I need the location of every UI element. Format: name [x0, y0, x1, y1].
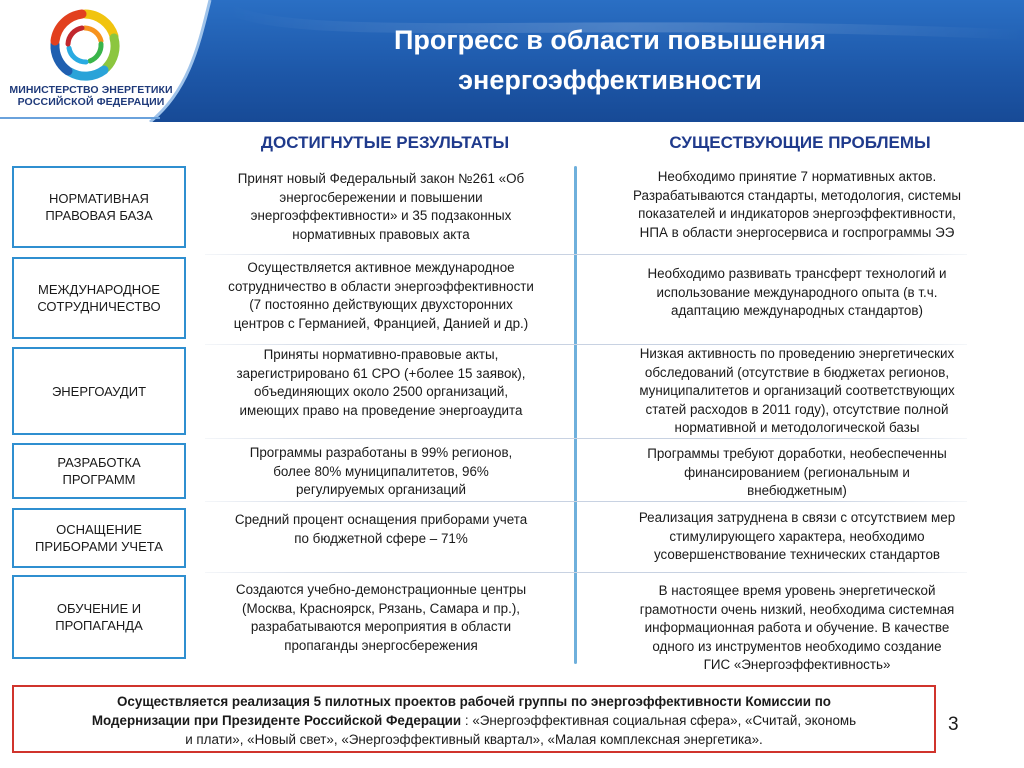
- row-separator: [205, 438, 967, 439]
- text-line: усовершенствование технических стандартов: [653, 547, 941, 563]
- category-label-line: СОТРУДНИЧЕСТВО: [37, 299, 161, 314]
- problem-legal-base: [588, 168, 1006, 242]
- footer-bold-line1: Осуществляется реализация 5 пилотных проектов рабочей группы по энергоэффективности Комиссии по: [117, 694, 831, 709]
- problem-programs: [588, 445, 1006, 501]
- text-line: имеющих право на проведение энергоаудита: [239, 402, 523, 418]
- result-metering: [196, 511, 566, 548]
- text-line: Необходимо принятие 7 нормативных актов.: [657, 169, 937, 184]
- category-label-line: ПРИБОРАМИ УЧЕТА: [35, 539, 163, 554]
- text-line: НПА в области энергосервиса и госпрограммы ЭЭ: [639, 224, 955, 240]
- text-line: стимулирующего характера, необходимо: [669, 528, 925, 544]
- row-separator: [205, 254, 967, 255]
- text-line: внебюджетным): [747, 483, 847, 499]
- text-line: ГИС «Энергоэффективность»: [703, 657, 891, 673]
- problem-energy-audit: [588, 345, 1006, 438]
- text-line: энергоэффективности» и 35 подзаконных: [250, 208, 512, 224]
- text-line: использование международного опыта (в т.ч.: [656, 284, 938, 300]
- problem-education: [588, 582, 1006, 675]
- text-line: Программы требуют доработки, необеспеченны: [647, 446, 947, 461]
- text-line: сотрудничество в области энергоэффективности: [228, 278, 534, 294]
- text-line: Разрабатываются стандарты, методология, системы: [633, 187, 961, 203]
- row-separator: [205, 501, 967, 502]
- category-label-line: МЕЖДУНАРОДНОЕ: [38, 282, 160, 297]
- text-line: (7 постоянно действующих двухсторонних: [249, 297, 513, 313]
- text-line: более 80% муниципалитетов, 96%: [273, 463, 489, 479]
- category-label-line: ОБУЧЕНИЕ И: [56, 601, 142, 616]
- category-label-line: ПРОГРАММ: [62, 472, 136, 487]
- text-line: Реализация затруднена в связи с отсутствием мер: [638, 510, 956, 525]
- page-title: [240, 20, 980, 100]
- text-line: Программы разработаны в 99% регионов,: [249, 445, 513, 460]
- category-label-line: НОРМАТИВНАЯ: [49, 191, 149, 206]
- text-line: информационная работа и обучение. В качестве: [644, 620, 950, 636]
- text-line: показателей и индикаторов энергоэффективности,: [638, 206, 956, 222]
- text-line: (Москва, Красноярск, Рязань, Самара и пр.),: [241, 600, 520, 616]
- category-label-line: ПРОПАГАНДА: [55, 618, 143, 633]
- ministry-name: [6, 84, 176, 108]
- text-line: центров с Германией, Францией, Данией и др.): [233, 315, 529, 331]
- footer-bold-line2: Модернизации при Президенте Российской Федерации: [91, 713, 462, 728]
- page-number: 3: [948, 714, 959, 735]
- text-line: объединяющих около 2500 организаций,: [253, 384, 509, 400]
- page-title-line2: энергоэффективности: [458, 65, 762, 95]
- category-legal-base: [12, 166, 186, 248]
- category-label-line: ОСНАЩЕНИЕ: [56, 522, 142, 537]
- text-line: Низкая активность по проведению энергетических: [639, 346, 955, 361]
- result-energy-audit: [196, 346, 566, 420]
- text-line: адаптацию международных стандартов): [671, 303, 923, 319]
- footer-projects-list: : «Энергоэффективная социальная сфера», «Считай, экономь: [461, 713, 857, 728]
- column-divider: [574, 166, 577, 664]
- page-title-line1: Прогресс в области повышения: [393, 25, 827, 55]
- results-heading: ДОСТИГНУТЫЕ РЕЗУЛЬТАТЫ: [260, 133, 510, 152]
- category-programs: [12, 443, 186, 499]
- text-line: Создаются учебно-демонстрационные центры: [235, 582, 527, 597]
- category-label-line: ЭНЕРГОАУДИТ: [51, 383, 147, 399]
- pilot-projects-box: [12, 685, 936, 753]
- text-line: обследований (отсутствие в бюджетах регионов,: [644, 364, 950, 380]
- ministry-logo: [48, 8, 122, 82]
- text-line: муниципалитетов и организаций соответствующих: [639, 383, 955, 399]
- text-line: Приняты нормативно-правовые акты,: [263, 347, 499, 362]
- result-programs: [196, 444, 566, 500]
- result-education: [196, 581, 566, 655]
- footer-projects-list-cont: и плати», «Новый свет», «Энергоэффективный квартал», «Малая комплексная энергетика».: [185, 732, 763, 747]
- problem-international: [588, 265, 1006, 321]
- text-line: энергосбережении и повышении: [279, 189, 483, 205]
- text-line: пропаганды энергосбережения: [284, 637, 478, 653]
- text-line: Принят новый Федеральный закон №261 «Об: [237, 171, 525, 186]
- text-line: статей расходов в 2011 году), отсутствие полной: [645, 401, 949, 417]
- text-line: В настоящее время уровень энергетической: [658, 583, 936, 598]
- ministry-name-line1: МИНИСТЕРСТВО ЭНЕРГЕТИКИ: [9, 84, 173, 96]
- text-line: разрабатываются мероприятия в области: [250, 619, 512, 635]
- slide-header: [0, 0, 1024, 122]
- text-line: финансированием (региональным и: [684, 464, 910, 480]
- category-label-line: ПРАВОВАЯ БАЗА: [45, 208, 153, 223]
- category-metering: [12, 508, 186, 568]
- text-line: по бюджетной сфере – 71%: [294, 530, 468, 546]
- text-line: Средний процент оснащения приборами учета: [234, 512, 528, 527]
- text-line: одного из инструментов необходимо создание: [652, 638, 942, 654]
- problems-heading: СУЩЕСТВУЮЩИЕ ПРОБЛЕМЫ: [669, 133, 931, 152]
- text-line: регулируемых организаций: [295, 482, 467, 498]
- text-line: нормативных правовых акта: [292, 226, 470, 242]
- row-separator: [205, 572, 967, 573]
- result-international: [196, 259, 566, 333]
- category-energy-audit: [12, 347, 186, 435]
- text-line: Необходимо развивать трансферт технологий и: [647, 266, 947, 281]
- category-international: [12, 257, 186, 339]
- text-line: грамотности очень низкий, необходима системная: [639, 601, 955, 617]
- category-label-line: РАЗРАБОТКА: [57, 455, 141, 470]
- problem-metering: [588, 509, 1006, 565]
- category-education: [12, 575, 186, 659]
- text-line: Осуществляется активное международное: [247, 260, 515, 275]
- result-legal-base: [196, 170, 566, 244]
- text-line: зарегистрировано 61 СРО (+более 15 заявок),: [236, 365, 526, 381]
- text-line: нормативной и методологической базы: [674, 420, 920, 436]
- ministry-name-line2: РОССИЙСКОЙ ФЕДЕРАЦИИ: [17, 96, 165, 108]
